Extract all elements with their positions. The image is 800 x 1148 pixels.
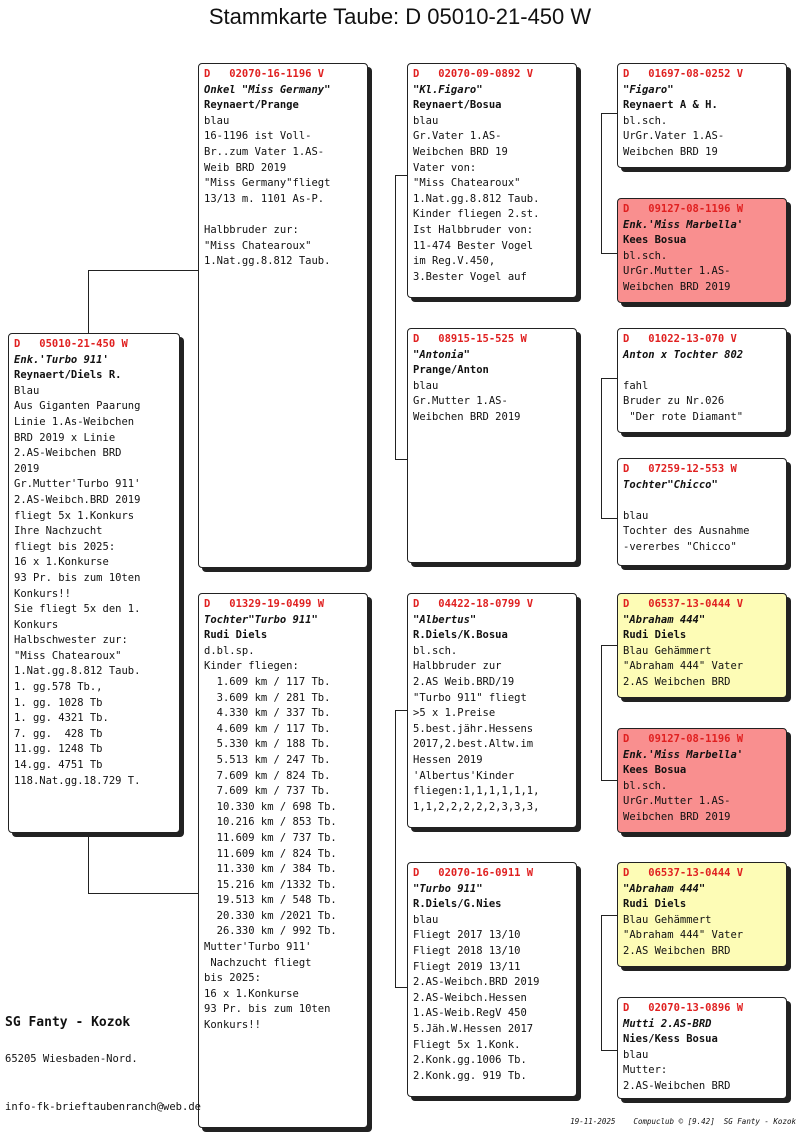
info-line: 2.AS-Weibchen BRD	[14, 447, 122, 460]
info-line: 10.330 km / 698 Tb.	[204, 800, 337, 813]
pedigree-card-ggp-6	[617, 728, 787, 833]
info-line: blau	[413, 114, 439, 127]
pigeon-name: Enk.'Miss Marbella'	[623, 218, 744, 231]
info-line: "Miss Chatearoux"	[204, 239, 312, 252]
info-line: 5.513 km / 247 Tb.	[204, 753, 331, 766]
info-line: Bruder zu Nr.026	[623, 395, 725, 408]
info-line: Blau Gehämmert	[623, 913, 712, 926]
pigeon-name: "Albertus"	[413, 613, 477, 626]
pedigree-card-father	[198, 63, 368, 568]
breeder-label: Reynaert/Prange	[204, 99, 299, 112]
pedigree-card-ggp-1	[617, 63, 787, 168]
info-line: 1.Nat.gg.8.812 Taub.	[413, 192, 540, 205]
info-line: Konkurs	[14, 618, 59, 631]
info-line: 2.Konk.gg.1006 Tb.	[413, 1054, 527, 1067]
info-line: blau	[623, 509, 649, 522]
info-line: 11.330 km / 384 Tb.	[204, 863, 337, 876]
print-meta: 19-11-2025 Compuclub © [9.42] SG Fanty - Kozok	[570, 1117, 796, 1126]
pedigree-card-mother	[198, 593, 368, 1128]
info-line: 7. gg. 428 Tb	[14, 727, 103, 740]
ring-number: D 09127-08-1196 W	[623, 733, 744, 745]
info-line: 2.AS-Weibch.Hessen	[413, 991, 527, 1004]
info-line: 26.330 km / 992 Tb.	[204, 925, 337, 938]
info-line: Halbbruder zur:	[204, 223, 299, 236]
pigeon-name: Enk.'Turbo 911'	[14, 353, 109, 366]
info-line: 19.513 km / 548 Tb.	[204, 894, 337, 907]
connector-line	[88, 270, 89, 334]
pigeon-name: "Figaro"	[623, 83, 674, 96]
info-line: "Miss Chatearoux"	[14, 649, 122, 662]
info-line: 11.609 km / 737 Tb.	[204, 831, 337, 844]
info-line: 93 Pr. bis zum 10ten	[14, 571, 141, 584]
info-line: >5 x 1.Preise	[413, 707, 496, 720]
ring-number: D 06537-13-0444 V	[623, 867, 744, 879]
info-line: Mutter:	[623, 1064, 668, 1077]
spacer	[623, 363, 781, 379]
info-line: Gr.Mutter'Turbo 911'	[14, 478, 141, 491]
info-line: "Der rote Diamant"	[623, 410, 744, 423]
ring-number: D 02070-16-0911 W	[413, 867, 534, 879]
info-line: bl.sch.	[623, 114, 668, 127]
info-line: BRD 2019 x Linie	[14, 431, 116, 444]
pedigree-card-ggp-8	[617, 997, 787, 1099]
pedigree-card-grandmother-paternal	[407, 328, 577, 563]
info-line: 4.330 km / 337 Tb.	[204, 707, 331, 720]
info-line: fahl	[623, 379, 649, 392]
info-line: Weibchen BRD 2019	[623, 810, 731, 823]
info-line: Konkurs!!	[204, 1019, 261, 1032]
spacer	[623, 493, 781, 509]
info-line: Sie fliegt 5x den 1.	[14, 603, 141, 616]
breeder-label: Reynaert/Diels R.	[14, 369, 122, 382]
info-line: blau	[204, 114, 230, 127]
connector-line	[601, 915, 602, 1050]
pedigree-card-ggp-2	[617, 198, 787, 303]
pedigree-card-grandmother-maternal	[407, 862, 577, 1097]
info-line: 2.AS-Weibch.BRD 2019	[413, 976, 540, 989]
info-line: 5.best.jähr.Hessens	[413, 722, 534, 735]
ring-number: D 04422-18-0799 V	[413, 598, 534, 610]
info-line: Fliegt 2017 13/10	[413, 929, 521, 942]
ring-number: D 02070-09-0892 V	[413, 68, 534, 80]
ring-number: D 01697-08-0252 V	[623, 68, 744, 80]
info-line: "Abraham 444" Vater	[623, 929, 744, 942]
info-line: Ist Halbbruder von:	[413, 223, 534, 236]
info-line: 11-474 Bester Vogel	[413, 239, 534, 252]
info-line: 93 Pr. bis zum 10ten	[204, 1003, 331, 1016]
breeder-label: Kees Bosua	[623, 764, 687, 777]
info-line: d.bl.sp.	[204, 644, 255, 657]
info-line: Fliegt 2018 13/10	[413, 944, 521, 957]
info-line: 1,1,2,2,2,2,2,3,3,3,	[413, 800, 540, 813]
info-line: 'Albertus'Kinder	[413, 769, 515, 782]
connector-line	[601, 645, 602, 780]
info-line: 1.AS-Weib.RegV 450	[413, 1007, 527, 1020]
connector-line	[88, 270, 200, 271]
info-line: im Reg.V.450,	[413, 255, 496, 268]
connector-line	[601, 113, 602, 253]
info-line: Kinder fliegen 2.st.	[413, 208, 540, 221]
pedigree-card-grandfather-maternal	[407, 593, 577, 828]
ring-number: D 09127-08-1196 W	[623, 203, 744, 215]
info-line: fliegt bis 2025:	[14, 540, 116, 553]
info-line: 11.gg. 1248 Tb	[14, 743, 103, 756]
info-line: Gr.Mutter 1.AS-	[413, 395, 508, 408]
breeder-city: 65205 Wiesbaden-Nord.	[5, 1053, 138, 1065]
info-line: 2.AS Weibchen BRD	[623, 675, 731, 688]
pedigree-card-grandfather-paternal	[407, 63, 577, 298]
info-line: fliegen:1,1,1,1,1,1,	[413, 785, 540, 798]
info-line: 1. gg. 1028 Tb	[14, 696, 103, 709]
info-line: Nachzucht fliegt	[204, 956, 312, 969]
connector-line	[395, 710, 396, 987]
info-line: UrGr.Mutter 1.AS-	[623, 795, 731, 808]
info-line: UrGr.Vater 1.AS-	[623, 130, 725, 143]
info-line: 7.609 km / 737 Tb.	[204, 785, 331, 798]
page-title: Stammkarte Taube: D 05010-21-450 W	[208, 4, 592, 29]
info-line: Tochter des Ausnahme	[623, 525, 750, 538]
pedigree-card-ggp-4	[617, 458, 787, 566]
info-line: Weibchen BRD 19	[623, 145, 718, 158]
breeder-label: Rudi Diels	[623, 629, 687, 642]
info-line: Vater von:	[413, 161, 477, 174]
info-line: Mutter'Turbo 911'	[204, 941, 312, 954]
ring-number: D 02070-16-1196 V	[204, 68, 325, 80]
info-line: "Miss Germany"fliegt	[204, 177, 331, 190]
pigeon-name: "Abraham 444"	[623, 882, 706, 895]
info-line: -vererbes "Chicco"	[623, 540, 737, 553]
pigeon-name: Tochter"Turbo 911"	[204, 613, 318, 626]
pigeon-name: Anton x Tochter 802	[623, 348, 744, 361]
breeder-label: Kees Bosua	[623, 234, 687, 247]
pigeon-name: Mutti 2.AS-BRD	[623, 1017, 712, 1030]
pigeon-name: "Turbo 911"	[413, 882, 483, 895]
info-line: 2.AS Weibchen BRD	[623, 944, 731, 957]
info-line: blau	[623, 1048, 649, 1061]
ring-number: D 05010-21-450 W	[14, 338, 128, 350]
ring-number: D 08915-15-525 W	[413, 333, 527, 345]
info-line: bis 2025:	[204, 972, 261, 985]
info-line: 2.Konk.gg. 919 Tb.	[413, 1069, 527, 1082]
ring-number: D 01329-19-0499 W	[204, 598, 325, 610]
info-line: 2.AS-Weibchen BRD	[623, 1079, 731, 1092]
breeder-label: Prange/Anton	[413, 364, 489, 377]
info-line: 11.609 km / 824 Tb.	[204, 847, 337, 860]
breeder-label: Rudi Diels	[204, 629, 268, 642]
info-line: 20.330 km /2021 Tb.	[204, 909, 337, 922]
info-line: Fliegt 2019 13/11	[413, 960, 521, 973]
info-line: 4.609 km / 117 Tb.	[204, 722, 331, 735]
info-line: bl.sch.	[413, 644, 458, 657]
info-line: Halbschwester zur:	[14, 634, 128, 647]
connector-line	[395, 175, 396, 459]
info-line: bl.sch.	[623, 249, 668, 262]
info-line: Blau	[14, 384, 40, 397]
info-line: Hessen 2019	[413, 753, 483, 766]
breeder-label: R.Diels/G.Nies	[413, 898, 502, 911]
info-line: 1.609 km / 117 Tb.	[204, 675, 331, 688]
info-line: 1.Nat.gg.8.812 Taub.	[14, 665, 141, 678]
info-line: UrGr.Mutter 1.AS-	[623, 265, 731, 278]
pigeon-name: Onkel "Miss Germany"	[204, 83, 331, 96]
info-line: 1. gg.578 Tb.,	[14, 681, 103, 694]
breeder-label: Rudi Diels	[623, 898, 687, 911]
info-line: 16 x 1.Konkurse	[204, 987, 299, 1000]
info-line: 10.216 km / 853 Tb.	[204, 816, 337, 829]
breeder-email: info-fk-brieftaubenranch@web.de	[5, 1101, 201, 1113]
info-line: Linie 1.As-Weibchen	[14, 415, 135, 428]
info-line: bl.sch.	[623, 779, 668, 792]
info-line: Weibchen BRD 2019	[413, 410, 521, 423]
info-line: 15.216 km /1332 Tb.	[204, 878, 337, 891]
pedigree-card-ggp-5	[617, 593, 787, 698]
pigeon-name: "Antonia"	[413, 348, 470, 361]
info-line: 2.AS-Weibch.BRD 2019	[14, 493, 141, 506]
info-line: 16-1196 ist Voll-	[204, 130, 312, 143]
breeder-label: R.Diels/K.Bosua	[413, 629, 508, 642]
info-line: 14.gg. 4751 Tb	[14, 759, 103, 772]
info-line: 7.609 km / 824 Tb.	[204, 769, 331, 782]
info-line: Br..zum Vater 1.AS-	[204, 145, 325, 158]
info-line: 1.Nat.gg.8.812 Taub.	[204, 255, 331, 268]
connector-line	[88, 834, 89, 894]
info-line: 3.Bester Vogel auf	[413, 270, 527, 283]
info-line: 2019	[14, 462, 40, 475]
info-line: Weib BRD 2019	[204, 161, 287, 174]
pigeon-name: "Abraham 444"	[623, 613, 706, 626]
info-line: 16 x 1.Konkurse	[14, 556, 109, 569]
info-line: 5.Jäh.W.Hessen 2017	[413, 1022, 534, 1035]
pedigree-card-ggp-3	[617, 328, 787, 433]
info-line: Blau Gehämmert	[623, 644, 712, 657]
info-line: "Miss Chatearoux"	[413, 177, 521, 190]
info-line: Halbbruder zur	[413, 660, 502, 673]
info-line: Weibchen BRD 19	[413, 145, 508, 158]
info-line: blau	[413, 913, 439, 926]
info-line: Ihre Nachzucht	[14, 525, 103, 538]
info-line: Konkurs!!	[14, 587, 71, 600]
pedigree-card-subject	[8, 333, 180, 833]
info-line: 2017,2.best.Altw.im	[413, 738, 534, 751]
info-line: Fliegt 5x 1.Konk.	[413, 1038, 521, 1051]
pigeon-name: Enk.'Miss Marbella'	[623, 748, 744, 761]
info-line: 5.330 km / 188 Tb.	[204, 738, 331, 751]
info-line: Aus Giganten Paarung	[14, 400, 141, 413]
breeder-label: Reynaert A & H.	[623, 99, 718, 112]
ring-number: D 01022-13-070 V	[623, 333, 737, 345]
connector-line	[601, 378, 602, 518]
info-line: 2.AS Weib.BRD/19	[413, 675, 515, 688]
pedigree-card-ggp-7	[617, 862, 787, 967]
info-line	[204, 207, 362, 223]
breeder-label: Reynaert/Bosua	[413, 99, 502, 112]
info-line: 3.609 km / 281 Tb.	[204, 691, 331, 704]
ring-number: D 06537-13-0444 V	[623, 598, 744, 610]
info-line: blau	[413, 379, 439, 392]
info-line: 1. gg. 4321 Tb.	[14, 712, 109, 725]
breeder-name: SG Fanty - Kozok	[5, 1015, 131, 1030]
info-line: Weibchen BRD 2019	[623, 280, 731, 293]
breeder-label: Nies/Kess Bosua	[623, 1033, 718, 1046]
ring-number: D 07259-12-553 W	[623, 463, 737, 475]
info-line: Kinder fliegen:	[204, 660, 299, 673]
ring-number: D 02070-13-0896 W	[623, 1002, 744, 1014]
info-line: fliegt 5x 1.Konkurs	[14, 509, 135, 522]
info-line: "Turbo 911" fliegt	[413, 691, 527, 704]
pigeon-name: "Kl.Figaro"	[413, 83, 483, 96]
info-line: 13/13 m. 1101 As-P.	[204, 192, 325, 205]
info-line: "Abraham 444" Vater	[623, 660, 744, 673]
pigeon-name: Tochter"Chicco"	[623, 478, 718, 491]
connector-line	[88, 893, 200, 894]
info-line: Gr.Vater 1.AS-	[413, 130, 502, 143]
info-line: 118.Nat.gg.18.729 T.	[14, 774, 141, 787]
